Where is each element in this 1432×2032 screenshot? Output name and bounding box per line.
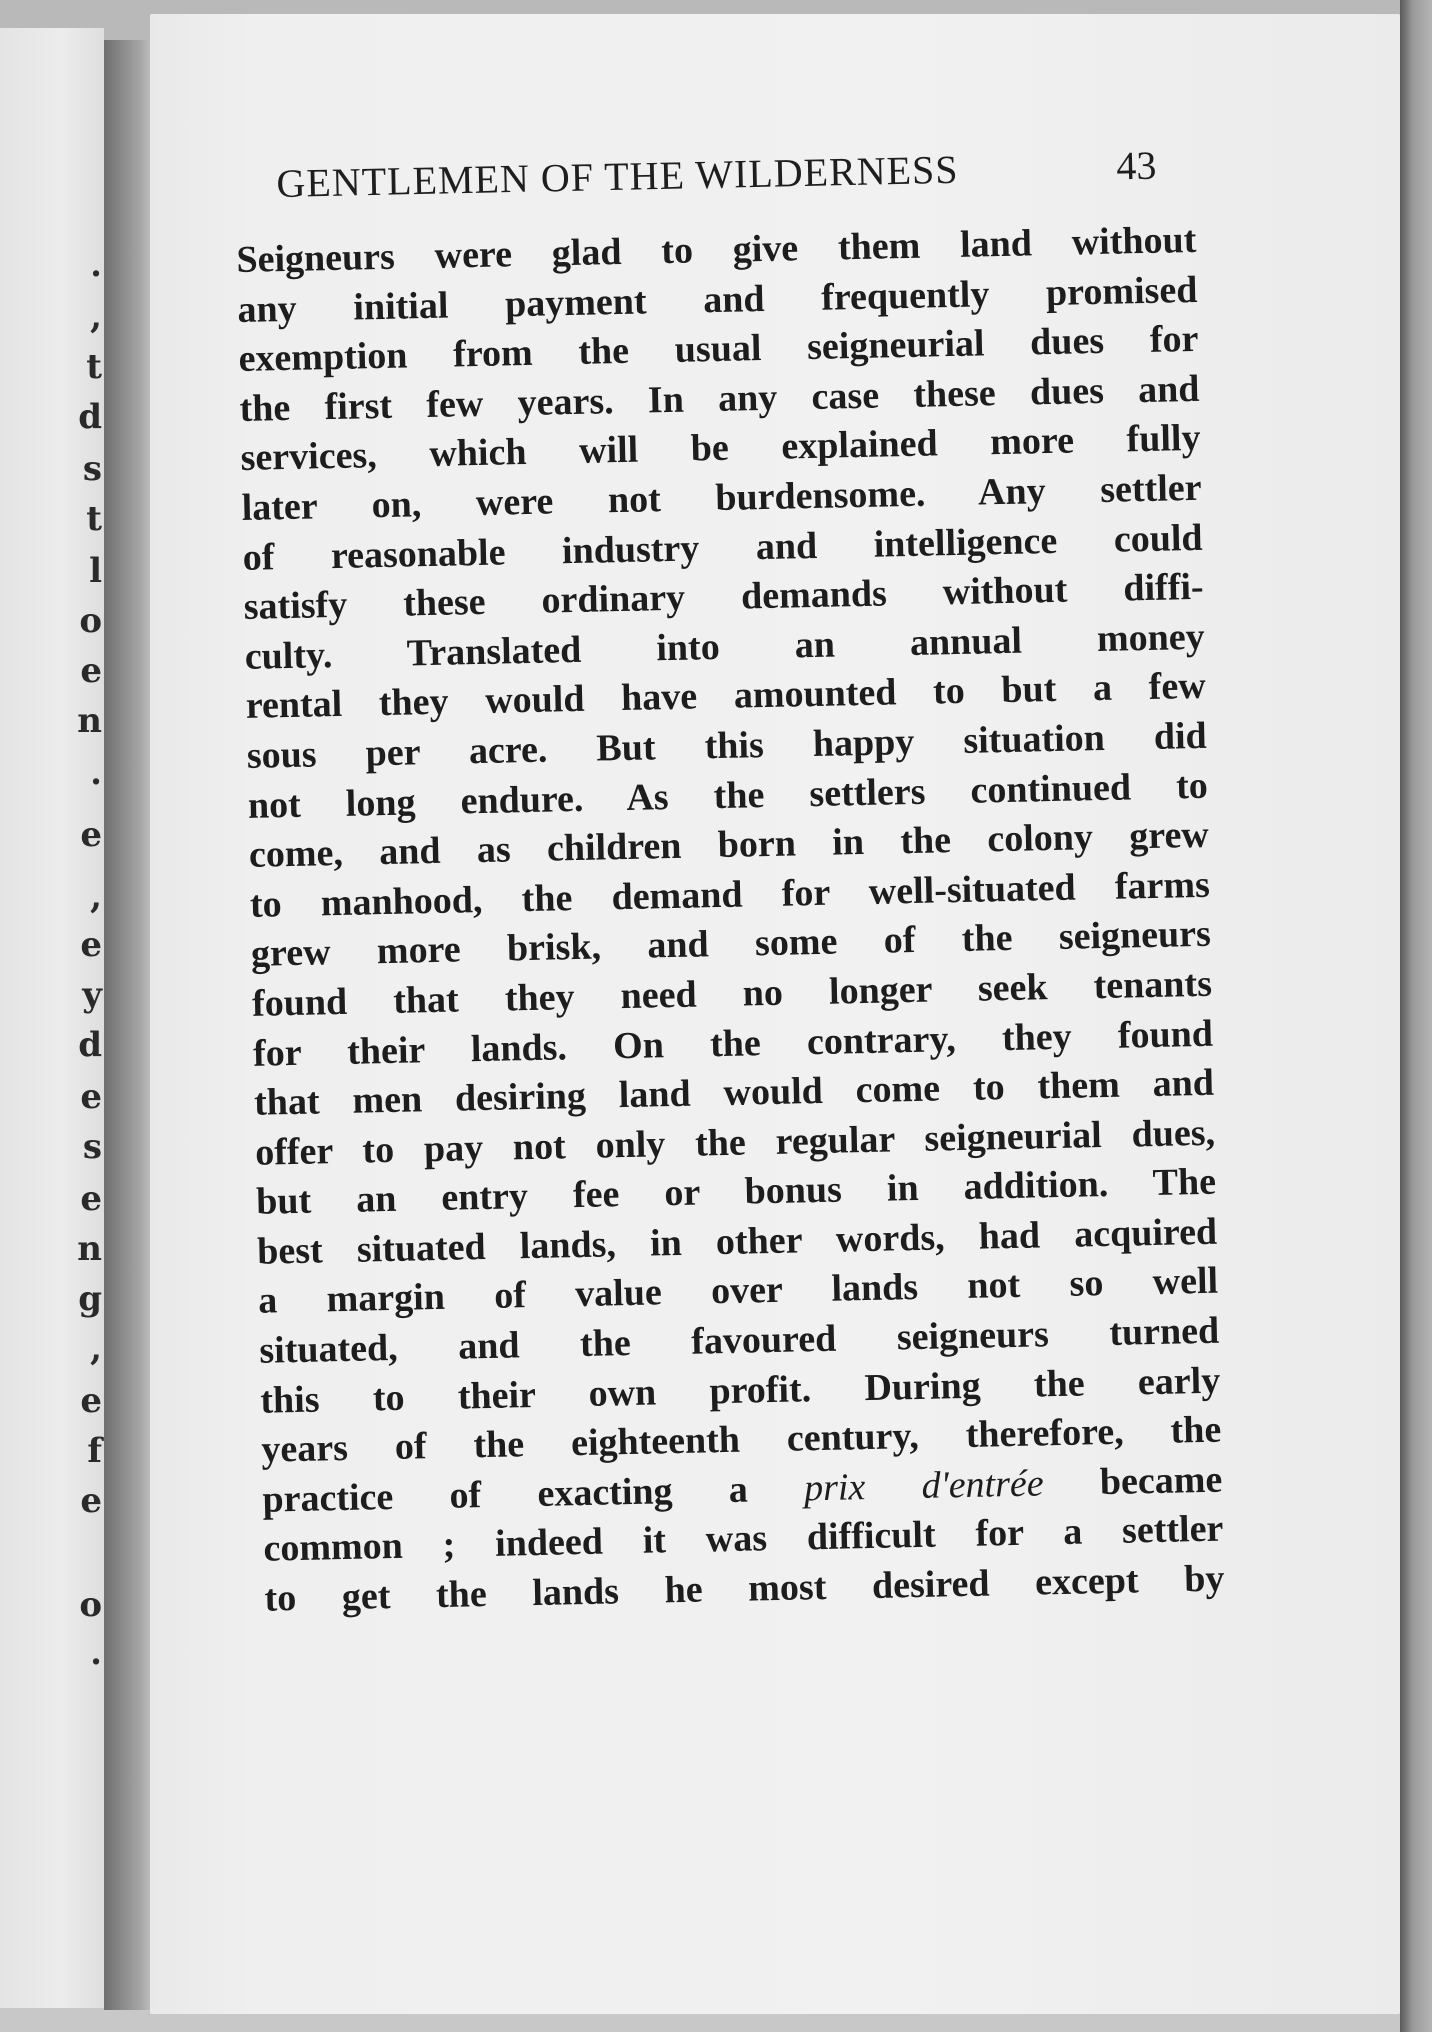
text-line: best situated lands, in other words, had acquired (256, 1210, 1218, 1273)
left-edge-char: , (90, 877, 102, 917)
text-line: of reasonable industry and intelligence could (242, 516, 1203, 579)
left-edge-char: . (90, 1633, 102, 1673)
text-line: later on, were not burdensome. Any settler (241, 466, 1202, 529)
text-line: grew more brisk, and some of the seigneurs (250, 913, 1212, 976)
text-line: culty. Translated into an annual money (244, 615, 1206, 678)
text-line: found that they need no longer seek tenants (251, 962, 1213, 1025)
text-line: sous per acre. But this happy situation did (246, 714, 1208, 777)
text-line: but an entry fee or bonus in addition. The (255, 1160, 1217, 1224)
left-edge-char: s (82, 1127, 102, 1167)
text-line: for their lands. On the contrary, they found (252, 1012, 1214, 1075)
text-line: come, and as children born in the colony grew (248, 813, 1210, 876)
left-edge-char: s (82, 449, 102, 489)
body-text (236, 216, 1225, 1624)
text-line: to manhood, the demand for well-situated farms (249, 863, 1211, 926)
text-line: this to their own profit. During the early (259, 1359, 1221, 1422)
left-edge-char: , (90, 1329, 102, 1369)
text-line: services, which will be explained more fully (240, 417, 1201, 480)
text-line: common ; indeed it was difficult for a settler (263, 1508, 1224, 1571)
left-edge-char: e (80, 815, 102, 855)
text-line: the first few years. In any case these dues and (239, 367, 1200, 430)
text-line: that men desiring land would come to them and (253, 1061, 1215, 1124)
text-line: years of the eighteenth century, therefore, the (260, 1408, 1222, 1471)
left-edge-char: t (86, 347, 102, 387)
left-edge-char: l (89, 551, 102, 591)
book-gutter (104, 40, 156, 2010)
text-line: rental they would have amounted to but a few (245, 665, 1207, 728)
running-title: GENTLEMEN OF THE WILDERNESS (276, 146, 959, 206)
left-edge-char: o (79, 1585, 102, 1625)
page-edge-shadow (1400, 0, 1432, 2032)
text-line: situated, and the favoured seigneurs turned (258, 1309, 1220, 1372)
left-edge-char: , (90, 297, 102, 337)
left-edge-char: e (80, 1077, 102, 1117)
left-edge-char: t (86, 499, 102, 539)
text-line: Seigneurs were glad to give them land without (236, 218, 1197, 281)
text-line: a margin of value over lands not so well (257, 1260, 1219, 1323)
italic-phrase: prix d'entrée (803, 1462, 1045, 1510)
left-edge-char: g (78, 1279, 102, 1319)
left-edge-char: d (78, 397, 102, 437)
left-edge-char: e (80, 1481, 102, 1521)
left-edge-char: f (87, 1431, 102, 1471)
text-line: to get the lands he most desired except by (264, 1557, 1225, 1620)
left-edge-char: n (77, 1229, 102, 1269)
left-page-fragment (0, 28, 104, 2008)
left-edge-char: d (78, 1025, 102, 1065)
left-edge-char: e (80, 925, 102, 965)
left-edge-char: . (90, 753, 102, 793)
left-edge-char: n (77, 701, 102, 741)
text-line: satisfy these ordinary demands without diffi- (243, 565, 1205, 629)
text-line: not long endure. As the settlers continued to (247, 764, 1209, 827)
text-segment: became (1099, 1458, 1223, 1504)
text-segment: practice of exacting a (262, 1468, 749, 1521)
left-edge-char: e (80, 1381, 102, 1421)
left-edge-char: y (82, 975, 102, 1015)
text-line: exemption from the usual seigneurial dues for (238, 318, 1199, 381)
text-line: any initial payment and frequently promised (237, 268, 1198, 331)
left-edge-char: e (80, 1179, 102, 1219)
left-edge-char: o (79, 601, 102, 641)
text-line: offer to pay not only the regular seigneurial dues, (254, 1111, 1216, 1174)
page-number: 43 (1115, 142, 1157, 189)
left-edge-char: . (90, 245, 102, 285)
left-edge-char: e (80, 651, 102, 691)
